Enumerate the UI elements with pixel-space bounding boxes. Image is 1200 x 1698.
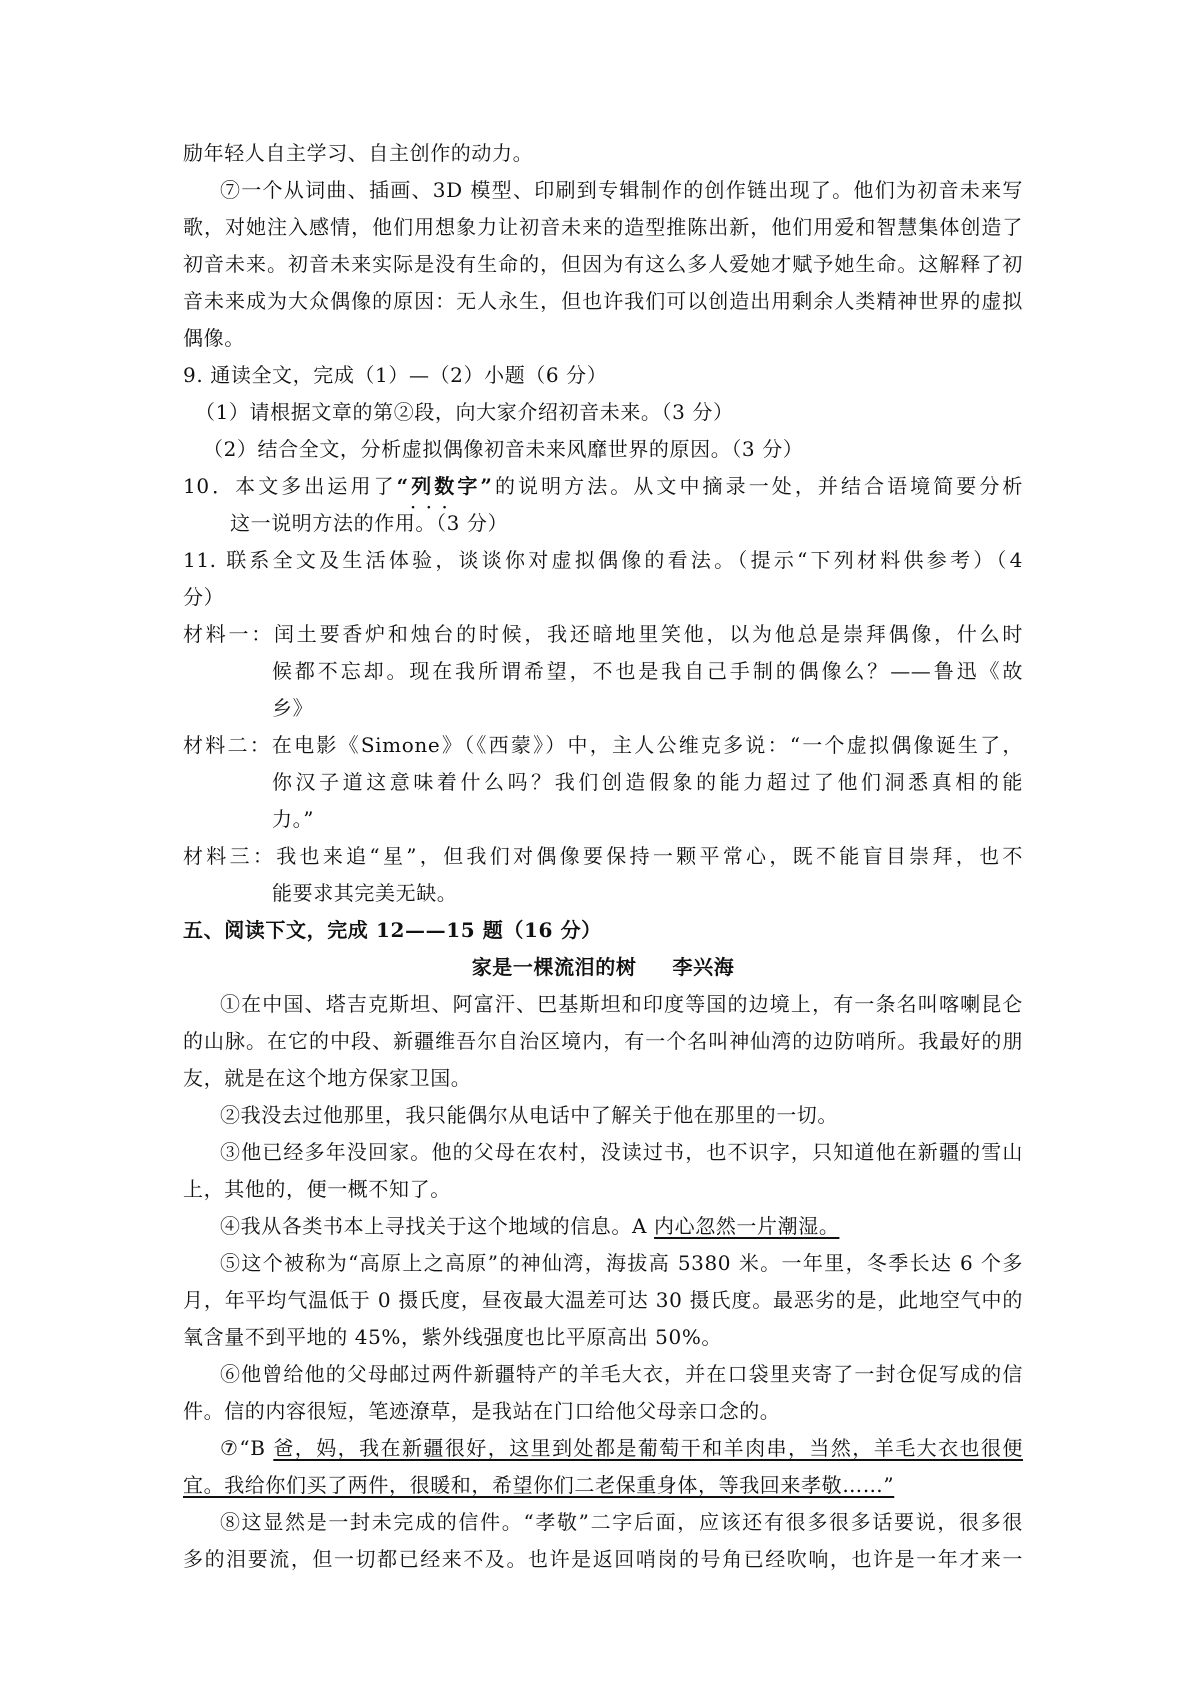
paragraph-line: 歌，对她注入感情，他们用想象力让初音未来的造型推陈出新，他们用爱和智慧集体创造了 xyxy=(183,215,1023,239)
paragraph-line: 友，就是在这个地方保家卫国。 xyxy=(183,1066,472,1090)
paragraph-line xyxy=(220,1434,1023,1462)
paragraph-line xyxy=(220,1212,1023,1240)
material-3-cont: 能要求其完美无缺。 xyxy=(272,881,458,905)
paragraph-line: 月，年平均气温低于 0 摄氏度，昼夜最大温差可达 30 摄氏度。最恶劣的是，此地空气中的 xyxy=(183,1288,1023,1312)
paragraph-line: ⑦一个从词曲、插画、3D 模型、印刷到专辑制作的创作链出现了。他们为初音未来写 xyxy=(220,178,1023,202)
article-title-text: 家是一棵流泪的树 xyxy=(471,955,637,979)
question-11: 11. 联系全文及生活体验，谈谈你对虚拟偶像的看法。（提示“下列材料供参考）（4 xyxy=(183,548,1023,572)
paragraph-line: 的山脉。在它的中段、新疆维吾尔自治区境内，有一个名叫神仙湾的边防哨所。我最好的朋 xyxy=(183,1029,1023,1053)
paragraph-line: 初音未来。初音未来实际是没有生命的，但因为有这么多人爱她才赋予她生命。这解释了初 xyxy=(183,252,1023,276)
question-11-cont: 分） xyxy=(183,585,225,609)
paragraph-line: 上，其他的，便一概不知了。 xyxy=(183,1177,451,1201)
material-1-cont: 候都不忘却。现在我所谓希望，不也是我自己手制的偶像么？——鲁迅《故 xyxy=(272,659,1023,683)
underlined-sentence-b: 爸，妈，我在新疆很好，这里到处都是葡萄干和羊肉串，当然，羊毛大衣也很便 xyxy=(273,1436,1024,1460)
paragraph-line: 励年轻人自主学习、自主创作的动力。 xyxy=(183,141,534,165)
material-3: 材料三：我也来追“星”，但我们对偶像要保持一颗平常心，既不能盲目崇拜，也不 xyxy=(183,844,1023,868)
paragraph-line: 件。信的内容很短，笔迹潦草，是我站在门口给他父母亲口念的。 xyxy=(183,1399,781,1423)
paragraph-line xyxy=(183,1471,1023,1499)
question-10-text: 10．本文多出运用了 xyxy=(183,474,397,498)
paragraph-line: ⑤这个被称为“高原上之高原”的神仙湾，海拔高 5380 米。一年里，冬季长达 6 个多 xyxy=(220,1251,1023,1275)
paragraph-line: 音未来成为大众偶像的原因：无人永生，但也许我们可以创造出用剩余人类精神世界的虚拟 xyxy=(183,289,1023,313)
paragraph-text: ④我从各类书本上寻找关于这个地域的信息。A xyxy=(220,1214,655,1238)
paragraph-line: 多的泪要流，但一切都已经来不及。也许是返回哨岗的号角已经吹响，也许是一年才来一 xyxy=(183,1547,1023,1571)
paragraph-line: ③他已经多年没回家。他的父母在农村，没读过书，也不识字，只知道他在新疆的雪山 xyxy=(220,1140,1023,1164)
paragraph-line: ⑧这显然是一封未完成的信件。“孝敬”二字后面，应该还有很多很多话要说，很多很 xyxy=(220,1510,1023,1534)
paragraph-line: 偶像。 xyxy=(183,326,245,350)
paragraph-line: ②我没去过他那里，我只能偶尔从电话中了解关于他在那里的一切。 xyxy=(220,1103,838,1127)
paragraph-line: ①在中国、塔吉克斯坦、阿富汗、巴基斯坦和印度等国的边境上，有一条名叫喀喇昆仑 xyxy=(220,992,1023,1016)
question-10-text: 的说明方法。从文中摘录一处，并结合语境简要分析 xyxy=(492,474,1023,498)
emphasis-list-numbers: “列数字” · · · xyxy=(397,474,493,498)
question-9-1: （1）请根据文章的第②段，向大家介绍初音未来。（3 分） xyxy=(195,400,734,424)
material-2-cont: 你汉子道这意味着什么吗？我们创造假象的能力超过了他们洞悉真相的能 xyxy=(272,770,1023,794)
article-title xyxy=(183,953,1023,981)
article-author: 李兴海 xyxy=(672,955,735,979)
question-9: 9. 通读全文，完成（1）—（2）小题（6 分） xyxy=(183,363,608,387)
paragraph-line: ⑥他曾给他的父母邮过两件新疆特产的羊毛大衣，并在口袋里夹寄了一封仓促写成的信 xyxy=(220,1362,1023,1386)
underlined-sentence-a: 内心忽然一片潮湿。 xyxy=(654,1214,840,1238)
paragraph-text: ⑦“B xyxy=(220,1436,274,1460)
section-5-heading: 五、阅读下文，完成 12——15 题（16 分） xyxy=(183,918,602,942)
question-10-cont: 这一说明方法的作用。（3 分） xyxy=(230,511,509,535)
paragraph-line: 氧含量不到平地的 45%，紫外线强度也比平原高出 50%。 xyxy=(183,1325,723,1349)
question-10 xyxy=(183,472,1023,500)
material-1: 材料一：闰土要香炉和烛台的时候，我还暗地里笑他，以为他总是崇拜偶像，什么时 xyxy=(183,622,1023,646)
material-2-cont: 力。” xyxy=(272,807,315,831)
underlined-sentence-b-cont: 宜。我给你们买了两件，很暖和，希望你们二老保重身体，等我回来孝敬……” xyxy=(183,1473,895,1497)
material-1-cont: 乡》 xyxy=(272,696,314,720)
question-9-2: （2）结合全文，分析虚拟偶像初音未来风靡世界的原因。（3 分） xyxy=(203,437,804,461)
material-2: 材料二：在电影《Simone》（《西蒙》）中，主人公维克多说：“一个虚拟偶像诞生了， xyxy=(183,733,1023,757)
